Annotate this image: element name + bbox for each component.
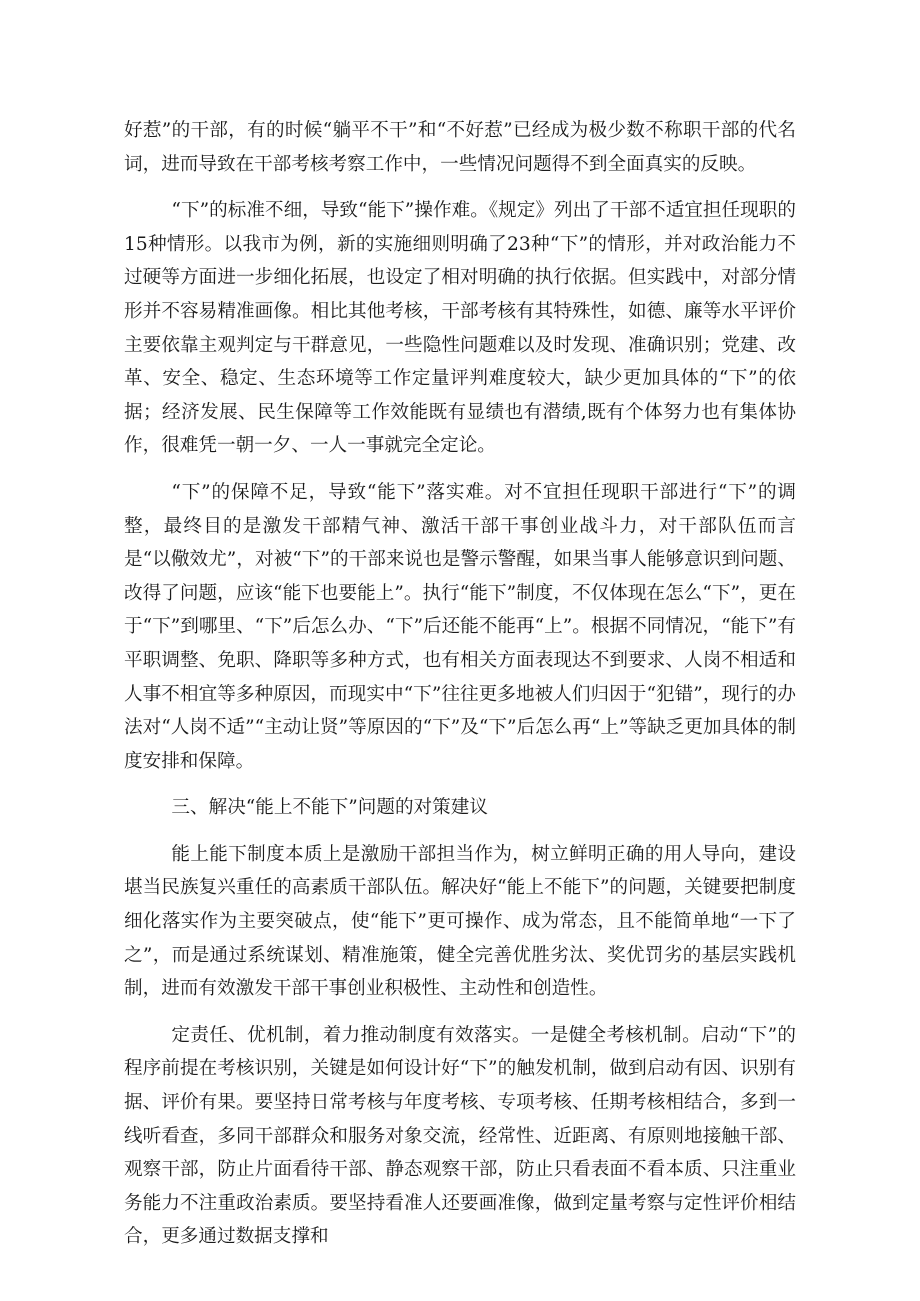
document-body [124,114,796,1267]
paragraph-define-responsibility: 定责任、优机制，着力推动制度有效落实。一是健全考核机制。启动“下”的程序前提在考核识别，关键是如何设计好“下”的触发机制，做到启动有因、识别有据、评价有果。要坚持日常考核与年度考核、专项考核、任期考核相结合，多到一线听看查，多同干部群众和服务对象交流，经常性、近距离、有原则地接触干部、观察干部，防止片面看待干部、静态观察干部，防止只看表面不看本质、只注重业务能力不注重政治素质。要坚持看准人还要画准像，做到定量考察与定性评价相结合，更多通过数据支撑和 [124,1024,796,1248]
paragraph-standard-not-detailed: “下”的标准不细，导致“能下”操作难。《规定》列出了干部不适宜担任现职的15种情形。以我市为例，新的实施细则明确了23种“下”的情形，并对政治能力不过硬等方面进一步细化拓展，也设定了相对明确的执行依据。但实践中，对部分情形并不容易精准画像。相比其他考核，干部考核有其特殊性，如德、廉等水平评价主要依靠主观判定与干群意见，一些隐性问题难以及时发现、准确识别；党建、改革、安全、稳定、生态环境等工作定量评判难度较大，缺少更加具体的“下”的依据；经济发展、民生保障等工作效能既有显绩也有潜绩,既有个体努力也有集体协作，很难凭一朝一夕、一人一事就完全定论。 [124,200,796,457]
section-heading: 三、解决“能上不能下”问题的对策建议 [171,797,488,819]
paragraph-continuation: 好惹”的干部，有的时候“躺平不干”和“不好惹”已经成为极少数不称职干部的代名词，进而导致在干部考核考察工作中，一些情况问题得不到全面真实的反映。 [124,120,796,175]
paragraph-insufficient-guarantee: “下”的保障不足，导致“能下”落实难。对不宜担任现职干部进行“下”的调整，最终目的是激发干部精气神、激活干部干事创业战斗力，对干部队伍而言是“以儆效尤”，对被“下”的干部来说也是警示警醒，如果当事人能够意识到问题、改得了问题，应该“能下也要能上”。执行“能下”制度，不仅体现在怎么“下”，更在于“下”到哪里、“下”后怎么办、“下”后还能不能再“上”。根据不同情况，“能下”有平职调整、免职、降职等多种方式，也有相关方面表现达不到要求、人岗不相适和人事不相宜等多种原因，而现实中“下”往往更多地被人们归因于“犯错”，现行的办法对“人岗不适”“主动让贤”等原因的“下”及“下”后怎么再“上”等缺乏更加具体的制度安排和保障。 [124,481,796,772]
paragraph-system-essence: 能上能下制度本质上是激励干部担当作为，树立鲜明正确的用人导向，建设堪当民族复兴重任的高素质干部队伍。解决好“能上不能下”的问题，关键要把制度细化落实作为主要突破点，使“能下”更可操作、成为常态，且不能简单地“一下了之”，而是通过系统谋划、精准施策，健全完善优胜劣汰、奖优罚劣的基层实践机制，进而有效激发干部干事创业积极性、主动性和创造性。 [124,843,796,1000]
